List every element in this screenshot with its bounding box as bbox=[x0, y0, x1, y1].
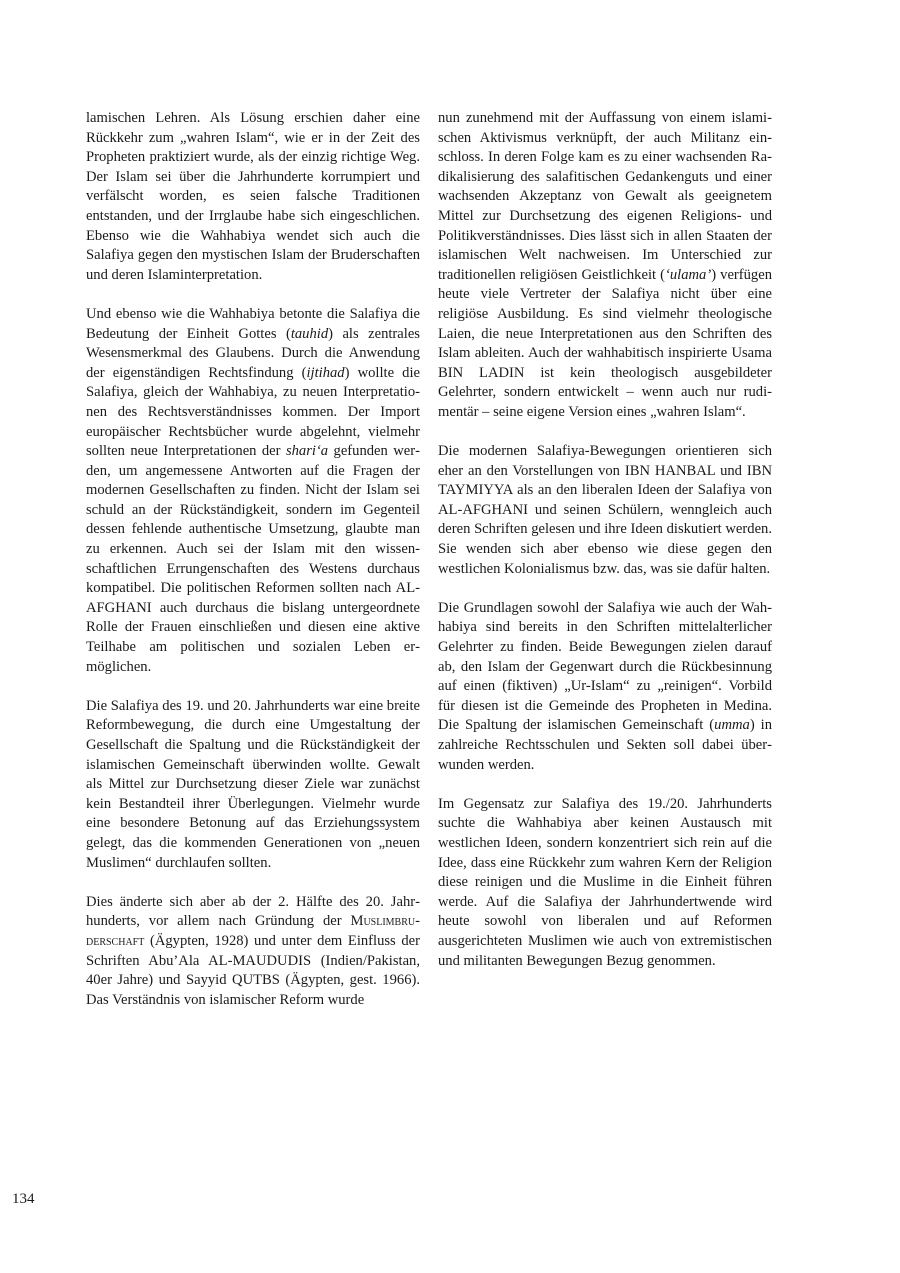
paragraph: Die modernen Salafiya-Bewegungen orientieren sich eher an den Vorstellungen von IBN HANBAL und IBN TAYMIYYA als an den liberalen Ideen der Salafiya von AL-AFGHANI und seinen Schülern, wenngleich auch deren Schriften gelesen und ihre Ideen diskutiert werden. Sie wenden sich aber ebenso wie diese gegen den westlichen Kolonialismus bzw. das, was sie dafür halten. bbox=[438, 443, 772, 577]
paragraph: Im Gegensatz zur Salafiya des 19./20. Jahrhunderts suchte die Wahhabiya aber keinen Austausch mit westlichen Ideen, sondern konzentriert sich rein auf die Idee, dass eine Rückkehr zum wahren Kern der Religion diese reinigen und die Muslime in die Einheit führen werde. Auf die Salafiya der Jahrhundertwende wird heute sowohl von liberalen und auf Reformen ausgerichteten Muslimen wie auch von extremistischen und militanten Bewegungen Bezug genommen. bbox=[438, 795, 772, 969]
text-run: gefunden werden, um angemessene Antworten auf die Fragen der modernen Gesellschaften zu finden. Nicht der Islam sei schuld an der Rückständigkeit, sondern im Gegenteil dessen fehlende authentische Umsetzung, glaubte man zu erkennen. Auch sei der Islam mit den wissenschaftlichen Errungenschaften des Westens durchaus kompatibel. Die politischen Reformen sollten nach AL-AFGHANI auch durchaus die bislang untergeordnete Rolle der Frauen einschließen und diesen eine aktive Teilhabe am politischen und sozialen Leben ermöglichen. bbox=[86, 443, 420, 675]
right-text-column bbox=[438, 109, 772, 971]
text-run: ) in zahlreiche Rechtsschulen und Sekten soll dabei überwunden werden. bbox=[438, 717, 772, 773]
term-umma: umma bbox=[714, 717, 750, 734]
term-sharia: shari‘a bbox=[285, 443, 329, 460]
paragraph bbox=[438, 599, 772, 775]
paragraph: Die Salafiya des 19. und 20. Jahrhunderts war eine breite Reformbewegung, die durch eine Umgestaltung der Gesellschaft die Spaltung und die Rückständigkeit der islamischen Gemeinschaft überwinden wollte. Gewalt als Mittel zur Durchsetzung dieser Ziele war zunächst kein Bestandteil ihrer Überlegungen. Vielmehr wurde eine besondere Betonung auf das Erziehungssystem gelegt, das die kommenden Generationen von „neuen Muslimen“ durchlaufen sollten. bbox=[86, 697, 420, 871]
term-tauhid: tauhid bbox=[290, 325, 329, 342]
paragraph: lamischen Lehren. Als Lösung erschien daher eine Rückkehr zum „wahren Islam“, wie er in der Zeit des Propheten praktiziert wurde, als der einzig richtige Weg. Der Islam sei über die Jahrhunderte korrumpiert und verfälscht worden, es seien falsche Traditionen entstanden, und der Irrglaube habe sich eingeschlichen. Ebenso wie die Wahhabiya wendet sich auch die Salafiya gegen den mystischen Islam der Bruderschaften und deren Islaminterpretation. bbox=[86, 110, 420, 283]
organization-name: Muslimbruderschaft bbox=[86, 913, 420, 949]
paragraph bbox=[86, 893, 420, 1011]
term-ulama: ‘ulama’ bbox=[665, 266, 712, 283]
paragraph bbox=[86, 305, 420, 677]
text-run: Die Grundlagen sowohl der Salafiya wie auch der Wahhabiya sind bereits in den Schriften mittelalterlicher Gelehrter zu finden. Beide Bewegungen zielen darauf ab, den Islam der Gegenwart durch die Rückbesinnung auf einen (fiktiven) „Ur-Islam“ zu „reinigen“. Vorbild für diesen ist die Gemeinde des Propheten in Medina. Die Spaltung der islamischen Gemeinschaft ( bbox=[438, 599, 772, 734]
page-number: 134 bbox=[12, 1191, 35, 1207]
paragraph bbox=[438, 109, 772, 423]
text-run: Dies änderte sich aber ab der 2. Hälfte des 20. Jahrhunderts, vor allem nach Gründung der bbox=[86, 893, 420, 930]
text-run: (Ägypten, 1928) und unter dem Einfluss der Schriften Abu’Ala AL-MAUDUDIS (Indien/Pakistan, 40er Jahre) und Sayyid QUTBS (Ägypten, gest. 1966). Das Verständnis von islamischer Reform wurde bbox=[86, 932, 420, 1008]
text-run: nun zunehmend mit der Auffassung von einem islamischen Aktivismus verknüpft, der auch Militanz einschloss. In deren Folge kam es zu einer wachsenden Radikalisierung des salafitischen Gedankenguts und einer wachsenden Akzeptanz von Gewalt als geeignetem Mittel zur Durchsetzung des eigenen Religions- und Politikverständnisses. Dies lässt sich in allen Staaten der islamischen Welt nachweisen. Im Unterschied zur traditionellen religiösen Geistlichkeit ( bbox=[438, 110, 772, 283]
term-ijtihad: ijtihad bbox=[306, 364, 345, 381]
text-run: ) verfügen heute viele Vertreter der Salafiya nicht über eine religiöse Ausbildung. Es sind vielmehr theologische Laien, die neue Interpretationen aus den Schriften des Islam ableiten. Auch der wahhabitisch inspirierte Usama BIN LADIN ist kein theologisch ausgebildeter Gelehrter, sondern entwickelt – wenn auch nur rudimentär – seine eigene Version eines „wahren Islam“. bbox=[438, 266, 773, 420]
left-text-column bbox=[86, 109, 420, 1010]
text-run: Und ebenso wie die Wahhabiya betonte die Salafiya die Bedeutung der Einheit Gottes ( bbox=[86, 305, 420, 342]
text-run: ) als zentrales Wesensmerkmal des Glaubens. Durch die Anwendung der eigenständigen Rechtsfindung ( bbox=[86, 325, 420, 381]
text-run: ) wollte die Salafiya, gleich der Wahhabiya, zu neuen Interpretationen des Rechtsverständnisses kommen. Der Import europäischer Rechtsbücher wurde abgelehnt, vielmehr sollten neue Interpretationen der bbox=[86, 364, 421, 460]
